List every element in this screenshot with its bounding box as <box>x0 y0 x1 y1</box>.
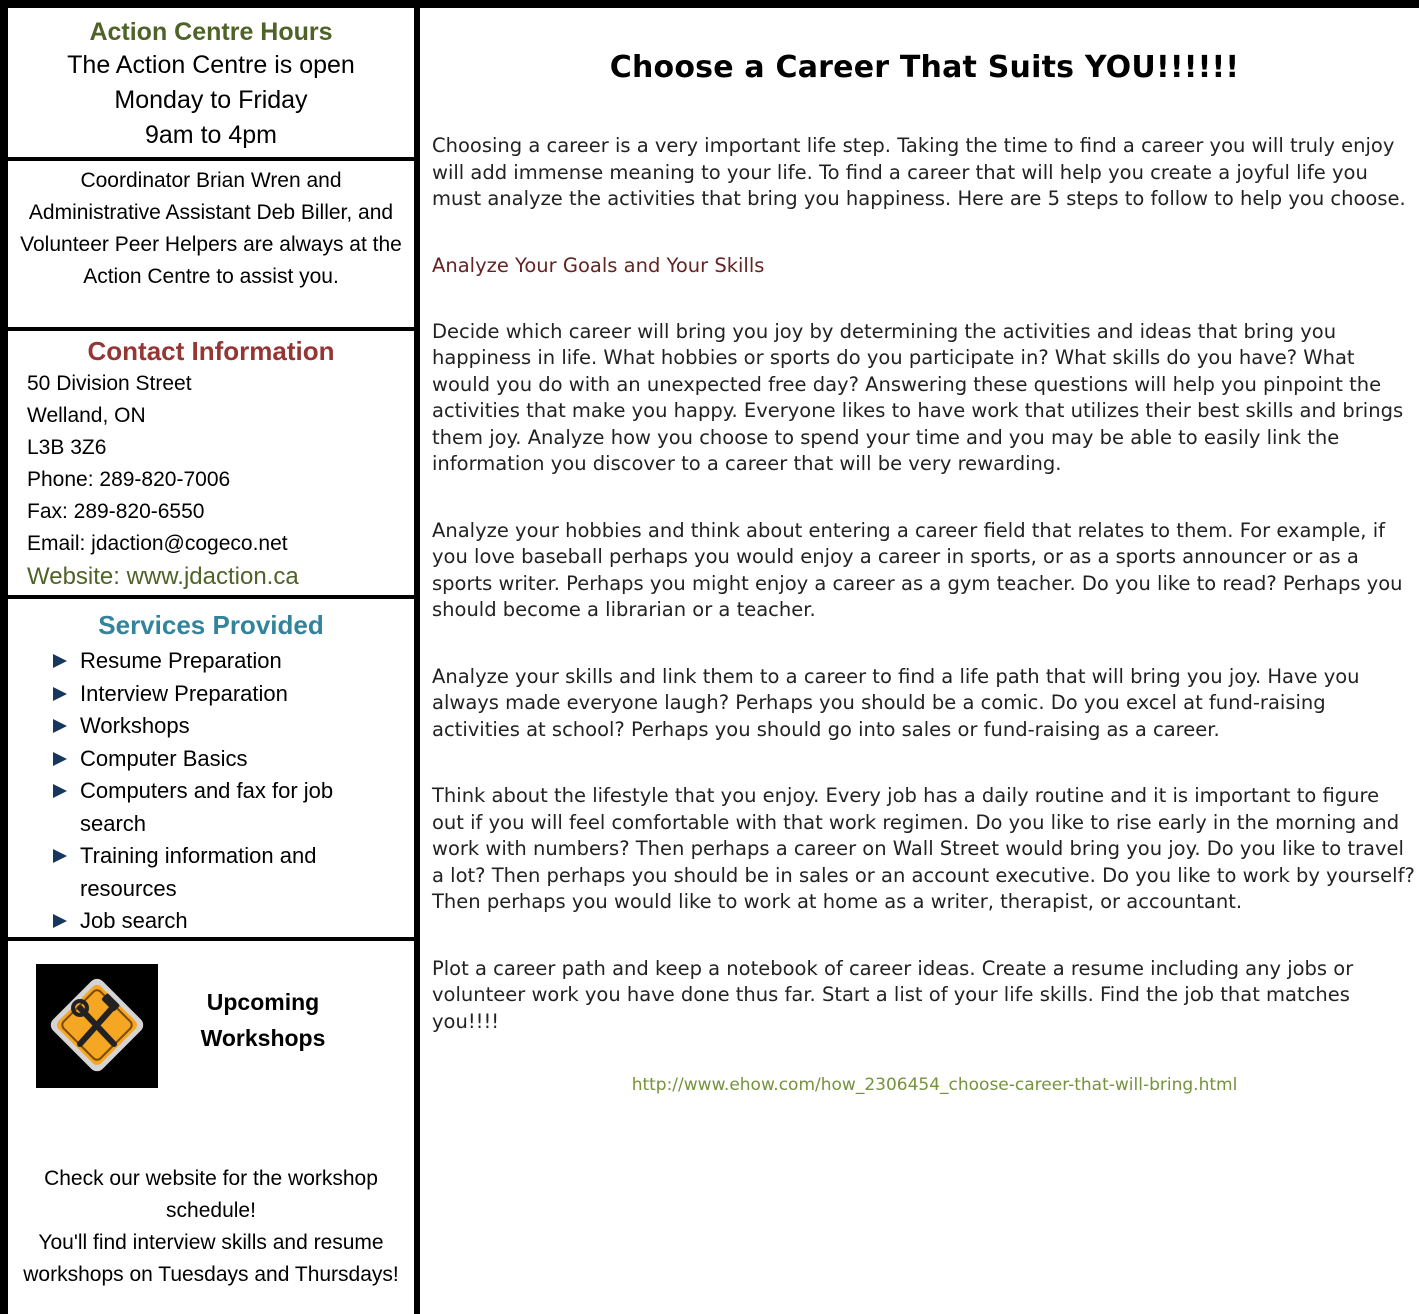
triangle-bullet-icon <box>53 719 67 733</box>
column-divider <box>414 0 420 1314</box>
coordinator-box <box>8 161 414 327</box>
list-item <box>8 905 414 938</box>
workshops-title: Upcoming Workshops <box>200 989 326 1051</box>
service-label: Computer Basics <box>80 745 248 771</box>
services-box <box>8 599 414 937</box>
workshops-text <box>8 1163 414 1291</box>
sidebar <box>8 8 414 1314</box>
article-paragraph: Analyze your skills and link them to a career to find a life path that will bring you joy. Have you always made everyone laugh? Perhaps you should be a comic. Do you excel at fund-raising activities at school? Perhaps you should go into sales or fund-raising as a career. <box>432 664 1360 741</box>
article-paragraph: Plot a career path and keep a notebook of career ideas. Create a resume including any jobs or volunteer work you have done thus far. Start a list of your life skills. Find the job that matches you!!!! <box>432 956 1354 1033</box>
triangle-bullet-icon <box>53 849 67 863</box>
service-label: Interview Preparation <box>80 680 288 706</box>
coordinator-text: Coordinator Brian Wren and Administrative Assistant Deb Biller, and Volunteer Peer Helpers are always at the Action Centre to assist you. <box>20 169 402 288</box>
workshops-line: You'll find interview skills and resume workshops on Tuesdays and Thursdays! <box>23 1231 399 1286</box>
website-link[interactable]: Website: www.jdaction.ca <box>27 563 299 590</box>
service-label: Resume Preparation <box>80 648 282 673</box>
hours-line: 9am to 4pm <box>144 121 277 149</box>
list-item <box>8 775 414 840</box>
article-title: Choose a Career That Suits YOU!!!!!! <box>609 50 1240 85</box>
triangle-bullet-icon <box>53 914 67 928</box>
services-heading: Services Provided <box>98 610 324 640</box>
contact-heading: Contact Information <box>87 336 335 366</box>
list-item <box>8 743 414 776</box>
article-paragraph: Analyze your hobbies and think about entering a career field that relates to them. For example, if you love baseball perhaps you would enjoy a career in sports, or as a sports announcer or as a sports writer. Perhaps you might enjoy a career as a gym teacher. Do you like to read? Perhaps you should become a librarian or a teacher. <box>432 518 1403 621</box>
address-city: Welland, ON <box>27 404 146 427</box>
service-label: Computers and fax for job search <box>80 778 334 836</box>
source-link[interactable]: http://www.ehow.com/how_2306454_choose-career-that-will-bring.html <box>631 1075 1238 1095</box>
hours-line: Monday to Friday <box>114 86 308 114</box>
services-list <box>8 645 414 938</box>
hours-line: The Action Centre is open <box>67 51 355 79</box>
list-item <box>8 840 414 905</box>
hours-box <box>8 8 414 157</box>
fax-number: Fax: 289-820-6550 <box>27 500 205 523</box>
service-label: Job search <box>80 908 188 933</box>
email-link[interactable]: Email: jdaction@cogeco.net <box>27 532 288 555</box>
workshops-line: Check our website for the workshop schedule! <box>44 1167 378 1222</box>
article <box>432 8 1417 1095</box>
contact-box <box>8 331 414 595</box>
left-border <box>0 0 8 1314</box>
list-item <box>8 710 414 743</box>
hours-heading: Action Centre Hours <box>89 18 333 46</box>
triangle-bullet-icon <box>53 784 67 798</box>
article-subheading: Analyze Your Goals and Your Skills <box>432 253 765 277</box>
postal-code: L3B 3Z6 <box>27 436 107 459</box>
tools-warning-sign-icon <box>36 964 158 1088</box>
address-line: 50 Division Street <box>27 372 192 395</box>
article-intro: Choosing a career is a very important life step. Taking the time to find a career you will truly enjoy will add immense meaning to your life. To find a career that will help you create a joyful life you must analyze the activities that bring you happiness. Here are 5 steps to follow to help you choose. <box>432 134 1406 210</box>
triangle-bullet-icon <box>53 687 67 701</box>
triangle-bullet-icon <box>53 752 67 766</box>
top-border <box>0 0 1419 8</box>
service-label: Training information and resources <box>80 843 317 901</box>
list-item <box>8 678 414 711</box>
article-paragraph: Think about the lifestyle that you enjoy. Every job has a daily routine and it is important to figure out if you will feel comfortable with that work regimen. Do you like to rise early in the morning and work with numbers? Then perhaps a career on Wall Street would bring you joy. Do you like to travel a lot? Then perhaps you should be in sales or an account executive. Do you like to work by yourself? Then perhaps you would like to work at home as a writer, therapist, or accountant. <box>432 784 1415 913</box>
service-label: Workshops <box>80 713 190 738</box>
phone-number: Phone: 289-820-7006 <box>27 468 231 491</box>
article-paragraph: Decide which career will bring you joy by determining the activities and ideas that bring you happiness in life. What hobbies or sports do you participate in? What skills do you have? What would you do with an unexpected free day? Answering these questions will help you pinpoint the activities that make you happy. Everyone likes to have work that utilizes their best skills and brings them joy. Analyze how you choose to spend your time and you may be able to easily link the information you discover to a career that will be very rewarding. <box>432 319 1404 475</box>
workshops-box <box>8 941 414 1314</box>
list-item <box>8 645 414 678</box>
triangle-bullet-icon <box>53 654 67 668</box>
